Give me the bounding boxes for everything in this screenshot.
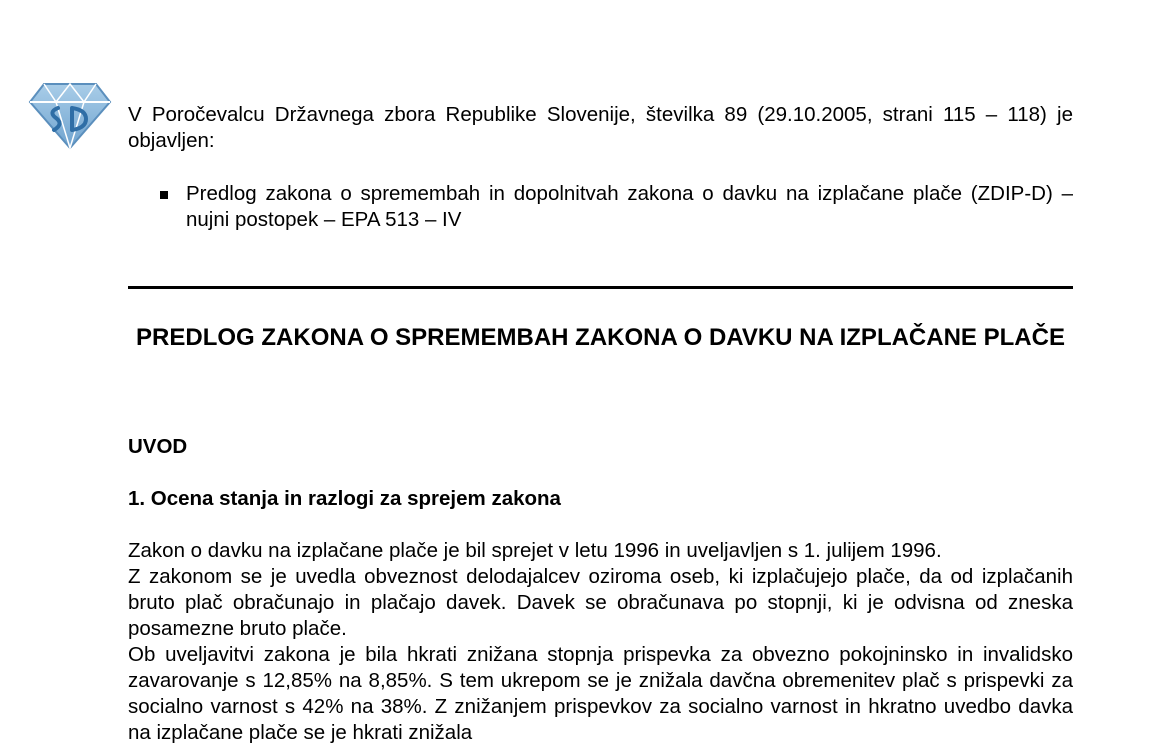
bullet-text: Predlog zakona o spremembah in dopolnitvah zakona o davku na izplačane plače (ZDIP-D) – nujni postopek – EPA 513 – IV	[186, 182, 1073, 231]
horizontal-divider	[128, 286, 1073, 289]
square-bullet-icon	[160, 191, 168, 199]
document-title: PREDLOG ZAKONA O SPREMEMBAH ZAKONA O DAVKU NA IZPLAČANE PLAČE	[136, 324, 1065, 351]
publication-notice: V Poročevalcu Državnega zbora Republike Slovenije, številka 89 (29.10.2005, strani 115 – 118) je objavljen:	[128, 103, 1073, 152]
body-text	[128, 538, 1073, 746]
paragraph: Ob uveljavitvi zakona je bila hkrati znižana stopnja prispevka za obvezno pokojninsko in invalidsko zavarovanje s 12,85% na 8,85%. S tem ukrepom se je znižala davčna obremenitev plač s prispevki za socialno varnost s 42% na 38%. Z znižanjem prispevkov za socialno varnost in hkratno uvedbo davka na izplačane plače se je hkrati znižala	[128, 643, 1073, 744]
subsection-heading: 1. Ocena stanja in razlogi za sprejem zakona	[128, 487, 561, 510]
paragraph: Zakon o davku na izplačane plače je bil sprejet v letu 1996 in uveljavljen s 1. julijem 1996.	[128, 539, 942, 562]
bullet-list-item	[160, 181, 1073, 233]
sd-diamond-logo-icon	[28, 78, 112, 150]
paragraph: Z zakonom se je uvedla obveznost delodajalcev oziroma oseb, ki izplačujejo plače, da od izplačanih bruto plač obračunajo in plačajo davek. Davek se obračunava po stopnji, ki je odvisna od zneska posamezne bruto plače.	[128, 565, 1073, 640]
section-heading: UVOD	[128, 435, 188, 458]
